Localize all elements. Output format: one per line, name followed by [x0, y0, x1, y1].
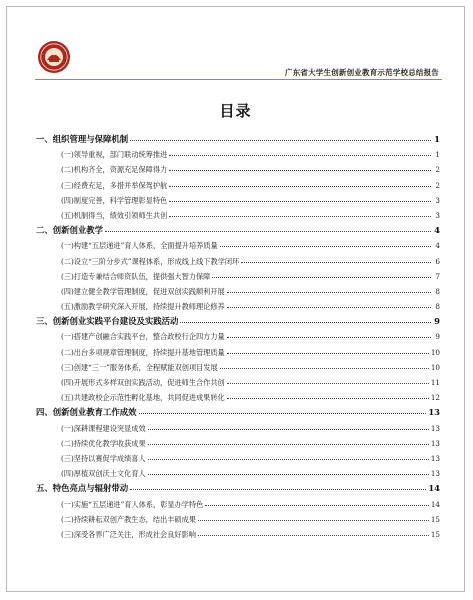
toc-subsection-entry[interactable] — [36, 497, 440, 512]
toc-section-title: 五、特色亮点与辐射带动 — [36, 483, 129, 494]
toc-page-number: 3 — [435, 210, 440, 220]
toc-subsection-entry[interactable] — [36, 466, 440, 481]
document-page — [6, 6, 465, 592]
toc-page-number: 15 — [430, 529, 440, 539]
toc-subsection-entry[interactable] — [36, 208, 440, 223]
dot-leader — [227, 337, 431, 338]
dot-leader — [227, 383, 429, 384]
toc-subsection-title: (二)出台多项规章管理制度，持续提升基地管理质量 — [61, 347, 225, 357]
toc-section-entry[interactable] — [36, 405, 440, 420]
toc-subsection-title: (五)共建政校企示范性孵化基地，共同促进成果转化 — [61, 393, 225, 403]
toc-page-number: 12 — [430, 393, 440, 403]
toc-subsection-title: (四)制度完善，科学管理彰显特色 — [61, 195, 168, 205]
toc-section-title: 一、组织管理与保障机制 — [36, 134, 129, 144]
toc-subsection-title: (三)打造专兼结合师资队伍，提供强大智力保障 — [61, 271, 211, 281]
toc-page-number: 14 — [428, 483, 440, 494]
toc-subsection-title: (四)厚植双创沃土文化育人 — [61, 469, 146, 479]
dot-leader — [148, 429, 429, 430]
toc-section-title: 三、创新创业实践平台建设及实践活动 — [36, 316, 179, 327]
toc-page-number: 13 — [430, 469, 440, 479]
toc-subsection-title: (三)深受各界广泛关注，形成社会良好影响 — [61, 529, 196, 539]
header-divider — [35, 79, 442, 80]
toc-page-number: 6 — [435, 256, 440, 266]
toc-page-number: 9 — [435, 332, 440, 342]
dot-leader — [105, 231, 431, 232]
toc-page-number: 13 — [430, 453, 440, 463]
toc-subsection-title: (五)激励教学研究深入开展，持续提升教师理论修养 — [61, 302, 225, 312]
toc-subsection-title: (二)持续优化教学收获成果 — [61, 438, 146, 448]
toc-page-number: 8 — [435, 302, 440, 312]
toc-page-number: 3 — [435, 195, 440, 205]
toc-subsection-entry[interactable] — [36, 193, 440, 208]
toc-heading: 目录 — [219, 102, 252, 120]
toc-subsection-title: (三)坚持以赛促学成绩喜人 — [61, 453, 146, 463]
dot-leader — [205, 505, 429, 506]
dot-leader — [169, 201, 431, 202]
toc-page-number: 4 — [434, 225, 440, 236]
toc-subsection-title: (一)领导重视，部门联动统筹推进 — [61, 150, 168, 160]
toc-subsection-entry[interactable] — [36, 451, 440, 466]
toc-subsection-entry[interactable] — [36, 238, 440, 253]
toc-page-number: 11 — [430, 378, 440, 387]
dot-leader — [148, 474, 429, 475]
toc-subsection-entry[interactable] — [36, 178, 440, 193]
toc-subsection-title: (四)建立健全教学管理制度，促进双创实践顺利开展 — [61, 286, 225, 296]
dot-leader — [130, 140, 431, 141]
toc-page-number: 7 — [435, 271, 440, 281]
toc-page-number: 13 — [428, 407, 440, 418]
dot-leader — [227, 292, 431, 293]
report-header-title: 广东省大学生创新创业教育示范学校总结报告 — [285, 68, 439, 77]
toc-page-number: 2 — [435, 165, 440, 175]
toc-page-number: 4 — [435, 241, 440, 251]
toc-subsection-title: (一)实施“五层递进”育人体系，彰显办学特色 — [61, 499, 204, 509]
dot-leader — [148, 444, 429, 445]
dot-leader — [139, 413, 427, 414]
dot-leader — [227, 307, 431, 308]
dot-leader — [241, 262, 431, 263]
dot-leader — [198, 520, 429, 521]
toc-section-entry[interactable] — [36, 132, 440, 147]
toc-subsection-entry[interactable] — [36, 375, 440, 390]
dot-leader — [227, 353, 429, 354]
dot-leader — [212, 277, 431, 278]
toc-page-number: 9 — [434, 316, 440, 327]
toc-subsection-entry[interactable] — [36, 421, 440, 436]
toc-subsection-entry[interactable] — [36, 390, 440, 405]
toc-subsection-title: (一)构建“五层递进”育人体系，全面提升培养质量 — [61, 241, 218, 251]
toc-page-number: 1 — [435, 150, 440, 160]
toc-page-number: 10 — [430, 347, 440, 357]
toc-subsection-title: (三)创建“三一”服务体系，全程赋能双创项目发展 — [61, 362, 218, 372]
toc-section-title: 四、创新创业教育工作成效 — [36, 407, 137, 418]
toc-subsection-title: (二)持续耕耘双创产教生态，结出丰硕成果 — [61, 514, 196, 524]
toc-subsection-title: (一)深耕课程建设突显成效 — [61, 423, 146, 433]
toc-page-number: 1 — [434, 134, 440, 144]
dot-leader — [148, 459, 429, 460]
dot-leader — [180, 322, 431, 323]
dot-leader — [220, 368, 429, 369]
dot-leader — [169, 155, 431, 156]
toc-subsection-entry[interactable] — [36, 147, 440, 162]
toc-subsection-entry[interactable] — [36, 345, 440, 360]
dot-leader — [227, 398, 429, 399]
toc-section-title: 二、创新创业教学 — [36, 225, 103, 236]
toc-page-number: 15 — [430, 514, 440, 524]
toc-section-entry[interactable] — [36, 223, 440, 238]
dot-leader — [130, 489, 426, 490]
toc-section-entry[interactable] — [36, 481, 440, 496]
toc-page-number: 13 — [430, 438, 440, 448]
toc-page-number: 10 — [430, 362, 440, 372]
dot-leader — [169, 186, 431, 187]
toc-section-entry[interactable] — [36, 314, 440, 329]
toc-page-number: 8 — [435, 286, 440, 296]
toc-subsection-entry[interactable] — [36, 512, 440, 527]
dot-leader — [169, 170, 431, 171]
toc-subsection-entry[interactable] — [36, 299, 440, 314]
toc-subsection-title: (五)机制得当，绩效引领师生共创 — [61, 210, 168, 220]
dot-leader — [198, 535, 429, 536]
toc-subsection-title: (三)经费充足，多措并举保驾护航 — [61, 180, 168, 190]
table-of-contents — [36, 132, 440, 542]
university-seal-icon — [37, 40, 71, 74]
toc-subsection-title: (四)开展形式多样双创实践活动，促进师生合作共创 — [61, 378, 225, 387]
toc-subsection-entry[interactable] — [36, 329, 440, 344]
toc-subsection-title: (二)机构齐全，资源充足保障得力 — [61, 165, 168, 175]
toc-subsection-entry[interactable] — [36, 162, 440, 177]
toc-subsection-entry[interactable] — [36, 284, 440, 299]
toc-subsection-entry[interactable] — [36, 360, 440, 375]
toc-page-number: 2 — [435, 180, 440, 190]
toc-page-number: 14 — [430, 499, 440, 509]
dot-leader — [169, 216, 431, 217]
dot-leader — [220, 246, 431, 247]
toc-subsection-entry[interactable] — [36, 527, 440, 542]
toc-subsection-entry[interactable] — [36, 254, 440, 269]
toc-subsection-title: (二)设立“三阶分步式”课程体系，形成线上线下教学闭环 — [61, 256, 240, 266]
toc-page-number: 13 — [430, 423, 440, 433]
toc-subsection-entry[interactable] — [36, 436, 440, 451]
toc-subsection-title: (一)搭建产创融合实践平台，整合政校行企四方力量 — [61, 332, 225, 342]
toc-subsection-entry[interactable] — [36, 269, 440, 284]
